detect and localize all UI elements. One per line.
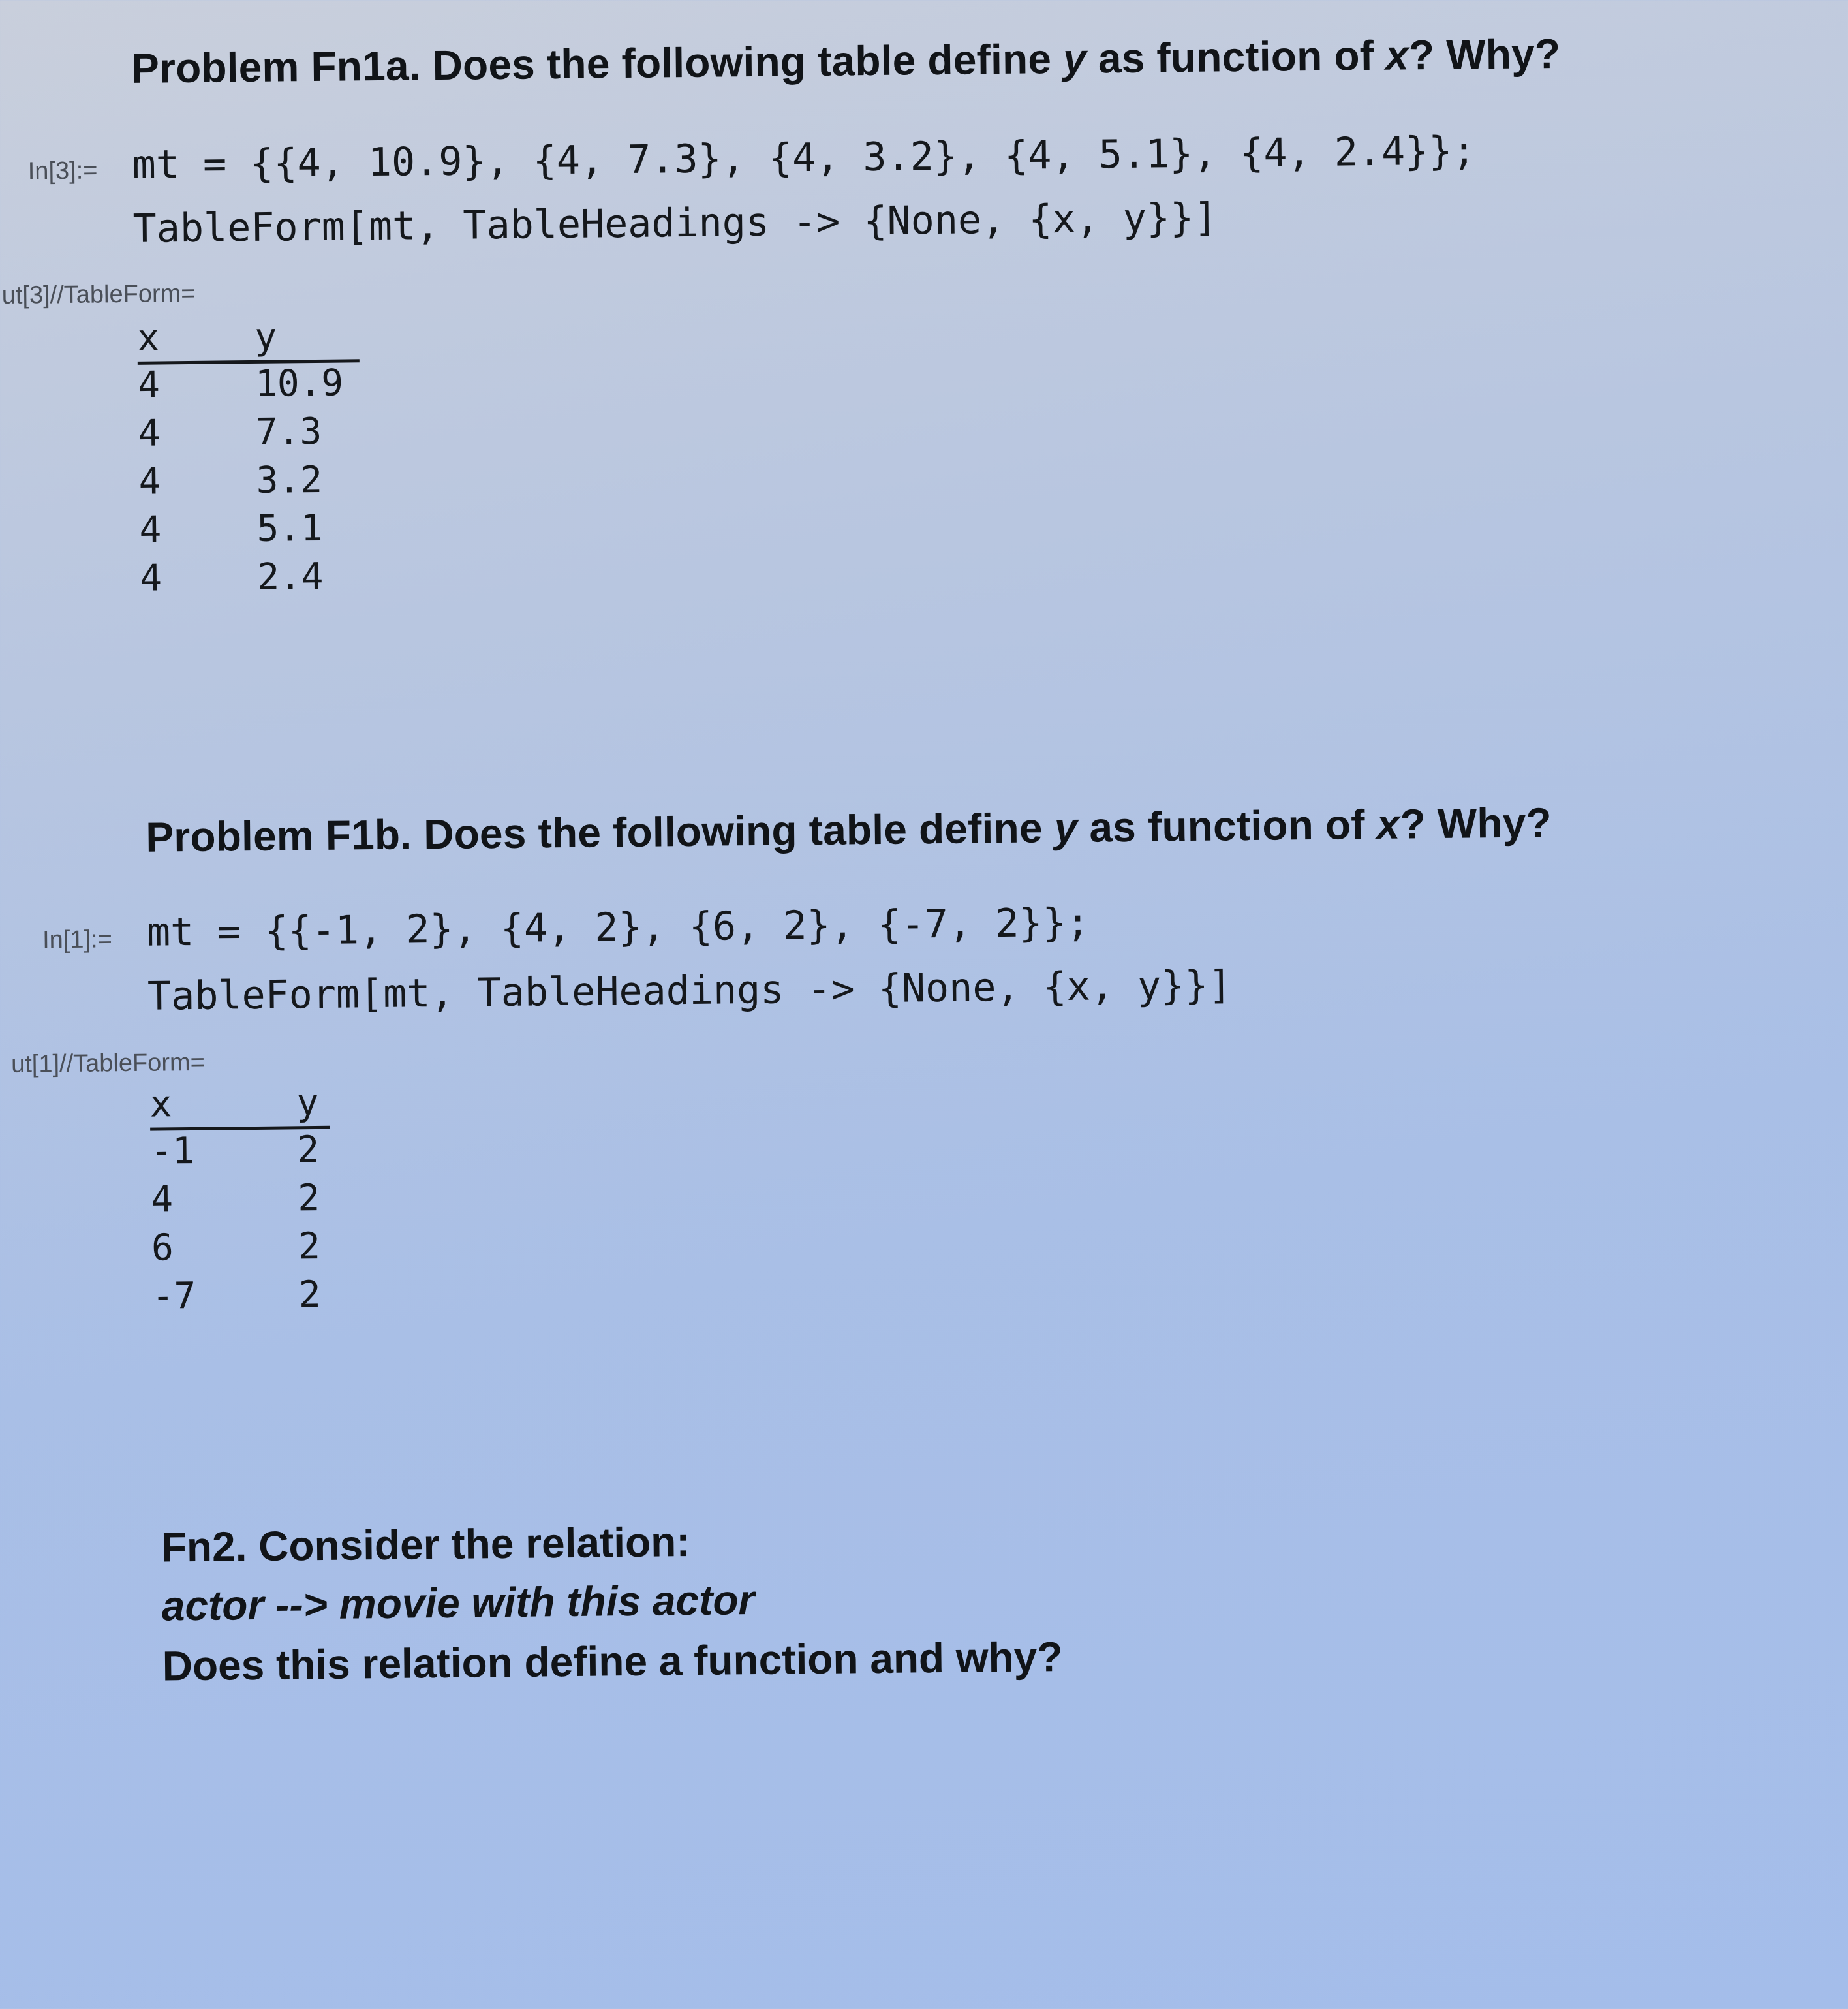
table-cell: 4	[138, 460, 161, 503]
table-header-y: y	[296, 1081, 319, 1125]
output-label-out3: ut[3]//TableForm=	[1, 279, 196, 309]
table-cell: 6	[151, 1226, 174, 1269]
input-label-in1: In[1]:=	[42, 926, 113, 954]
code-line-mt-definition: mt = {{4, 10.9}, {4, 7.3}, {4, 3.2}, {4, 5.1}, {4, 2.4}};	[132, 128, 1476, 188]
table-cell: 4	[150, 1178, 174, 1221]
fn2-question: Does this relation define a function and why?	[162, 1633, 1063, 1690]
heading-var-x: x	[1385, 31, 1409, 79]
code-line-tableform: TableForm[mt, TableHeadings -> {None, {x, y}}]	[147, 962, 1232, 1020]
table-cell: 2	[297, 1128, 320, 1172]
heading-suffix: ? Why?	[1408, 29, 1561, 79]
heading-prefix: Problem F1b. Does the following table define	[146, 804, 1055, 861]
table-header-x: x	[137, 317, 160, 360]
table-cell: 4	[139, 557, 162, 600]
table-cell: -7	[151, 1274, 196, 1318]
problem-fn1a-heading	[131, 29, 1561, 93]
heading-prefix: Problem Fn1a. Does the following table define	[131, 35, 1064, 92]
table-cell: 4	[138, 412, 161, 455]
heading-suffix: ? Why?	[1400, 799, 1552, 848]
heading-var-y: y	[1054, 803, 1078, 852]
table-cell: 4	[139, 508, 162, 552]
table-cell: 7.3	[255, 410, 322, 454]
table-cell: -1	[150, 1129, 195, 1173]
fn2-title: Fn2. Consider the relation:	[161, 1518, 690, 1571]
output-table-fn1a	[137, 315, 375, 604]
fn2-relation: actor --> movie with this actor	[161, 1576, 755, 1630]
table-cell: 5.1	[256, 506, 323, 550]
heading-var-x: x	[1376, 800, 1400, 848]
table-cell: 10.9	[254, 362, 344, 405]
input-label-in3: In[3]:=	[27, 157, 98, 185]
output-label-out1: ut[1]//TableForm=	[10, 1048, 206, 1078]
table-cell: 2	[297, 1176, 320, 1220]
heading-middle: as function of	[1077, 800, 1378, 851]
code-line-tableform: TableForm[mt, TableHeadings -> {None, {x, y}}]	[132, 195, 1218, 252]
table-cell: 2	[298, 1273, 321, 1316]
table-cell: 2.4	[256, 555, 324, 599]
table-cell: 4	[137, 364, 161, 407]
code-line-mt-definition: mt = {{-1, 2}, {4, 2}, {6, 2}, {-7, 2}};	[146, 899, 1090, 956]
output-table-f1b	[149, 1082, 348, 1332]
table-cell: 3.2	[256, 458, 323, 502]
table-cell: 2	[298, 1224, 321, 1268]
heading-var-y: y	[1062, 35, 1087, 82]
problem-f1b-heading	[146, 798, 1552, 862]
table-header-y: y	[254, 315, 277, 358]
heading-middle: as function of	[1086, 31, 1386, 82]
table-header-x: x	[149, 1083, 172, 1126]
